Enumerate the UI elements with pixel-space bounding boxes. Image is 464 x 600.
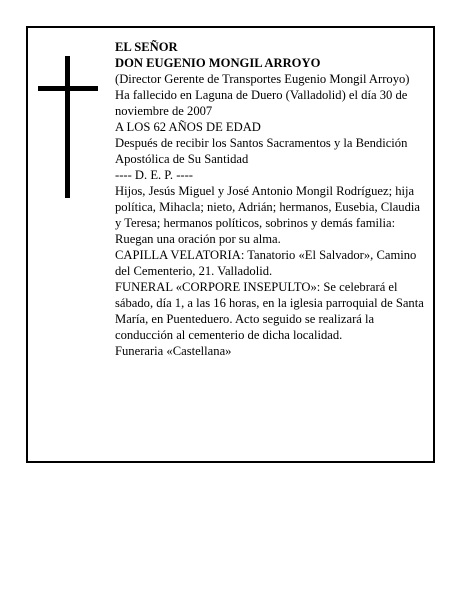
title-line-1: EL SEÑOR [115, 40, 178, 54]
cross-vertical-bar [65, 56, 70, 198]
sacraments-line: Después de recibir los Santos Sacramentos y la Bendición Apostólica de Su Santidad [115, 136, 408, 166]
age-line: A LOS 62 AÑOS DE EDAD [115, 120, 261, 134]
obituary-text [115, 39, 427, 359]
family-line: Hijos, Jesús Miguel y José Antonio Mongil Rodríguez; hija política, Mihacla; nieto, Adrián; hermanos, Eusebia, Claudia y Teresa; hermanos políticos, sobrinos y demás familia: [115, 184, 420, 230]
deceased-position: (Director Gerente de Transportes Eugenio Mongil Arroyo) [115, 72, 410, 86]
funeral-line: FUNERAL «CORPORE INSEPULTO»: Se celebrará el sábado, día 1, a las 16 horas, en la iglesia parroquial de Santa María, en Puenteduero. Acto seguido se realizará la conducción al cementerio de dicha localidad. [115, 280, 424, 342]
obituary-frame [26, 26, 435, 463]
death-info: Ha fallecido en Laguna de Duero (Valladolid) el día 30 de noviembre de 2007 [115, 88, 408, 118]
chapel-line: CAPILLA VELATORIA: Tanatorio «El Salvador», Camino del Cementerio, 21. Valladolid. [115, 248, 417, 278]
prayer-line: Ruegan una oración por su alma. [115, 232, 281, 246]
rip-line: ---- D. E. P. ---- [115, 168, 193, 182]
deceased-name: DON EUGENIO MONGIL ARROYO [115, 56, 321, 70]
cross-horizontal-bar [38, 86, 98, 91]
funeral-home-line: Funeraria «Castellana» [115, 344, 232, 358]
cross-icon [38, 56, 98, 198]
